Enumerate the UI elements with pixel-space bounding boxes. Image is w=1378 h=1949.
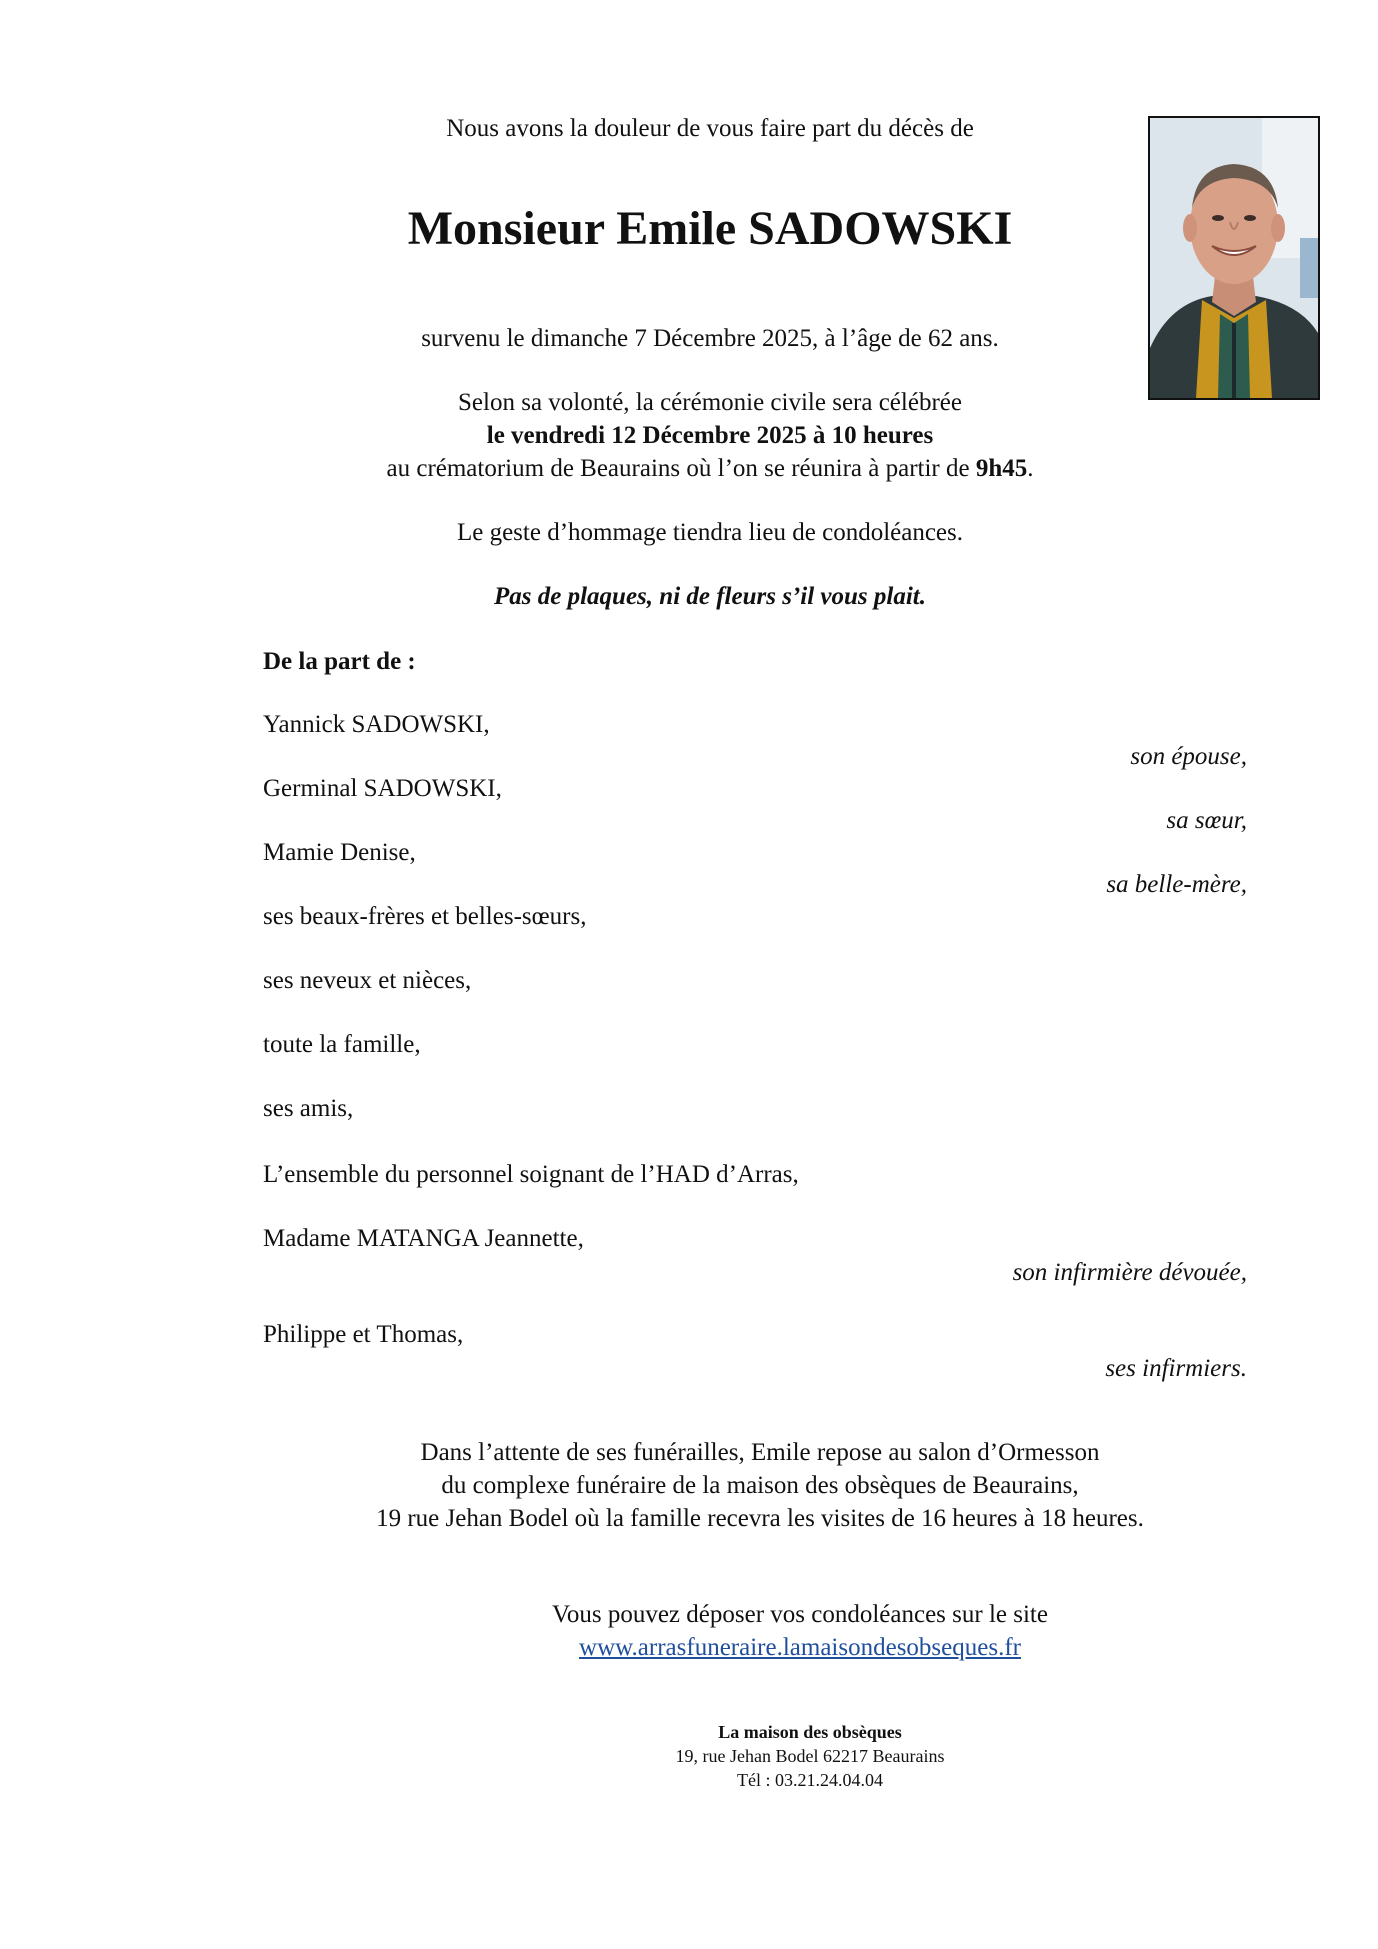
family-member-name: ses beaux-frères et belles-sœurs, bbox=[263, 903, 587, 930]
family-member-relation: sa belle-mère, bbox=[1106, 871, 1247, 898]
family-member-relation: ses infirmiers. bbox=[1105, 1355, 1247, 1382]
footer-address: 19, rue Jehan Bodel 62217 Beaurains bbox=[675, 1746, 945, 1766]
no-flowers-notice: Pas de plaques, ni de fleurs s’il vous plait. bbox=[494, 583, 926, 610]
family-member-name: Philippe et Thomas, bbox=[263, 1321, 464, 1348]
ceremony-line-1: Selon sa volonté, la cérémonie civile sera célébrée bbox=[458, 389, 962, 416]
ceremony-location: au crématorium de Beaurains où l’on se réunira à partir de bbox=[386, 455, 976, 482]
family-member-name: toute la famille, bbox=[263, 1031, 421, 1058]
portrait-photo bbox=[1148, 116, 1320, 400]
ceremony-date: le vendredi 12 Décembre 2025 à 10 heures bbox=[486, 422, 934, 449]
footer-phone: Tél : 03.21.24.04.04 bbox=[737, 1770, 883, 1790]
family-member-name: ses neveux et nièces, bbox=[263, 967, 472, 994]
ceremony-line-3 bbox=[250, 452, 1170, 485]
family-member-name: Mamie Denise, bbox=[263, 839, 416, 866]
repose-line-3: 19 rue Jehan Bodel où la famille recevra les visites de 16 heures à 18 heures. bbox=[376, 1505, 1144, 1532]
family-member-relation: son infirmière dévouée, bbox=[1012, 1259, 1247, 1286]
deceased-name: Monsieur Emile SADOWSKI bbox=[407, 202, 1013, 255]
family-member-name: Yannick SADOWSKI, bbox=[263, 711, 490, 738]
deceased-date-line: survenu le dimanche 7 Décembre 2025, à l’âge de 62 ans. bbox=[421, 325, 999, 352]
intro-text: Nous avons la douleur de vous faire part du décès de bbox=[446, 115, 974, 142]
condoleances-website-link[interactable]: www.arrasfuneraire.lamaisondesobseques.fr bbox=[579, 1634, 1021, 1661]
family-member-name: ses amis, bbox=[263, 1095, 354, 1122]
family-member-name: Madame MATANGA Jeannette, bbox=[263, 1225, 584, 1252]
family-member-relation: son épouse, bbox=[1130, 743, 1247, 770]
from-heading: De la part de : bbox=[263, 648, 416, 675]
footer-company: La maison des obsèques bbox=[718, 1722, 902, 1742]
ceremony-line-3-end: . bbox=[1027, 455, 1034, 482]
ceremony-gathering-time: 9h45 bbox=[975, 455, 1028, 482]
family-member-name: L’ensemble du personnel soignant de l’HAD d’Arras, bbox=[263, 1161, 799, 1188]
repose-line-2: du complexe funéraire de la maison des obsèques de Beaurains, bbox=[441, 1472, 1079, 1499]
hommage-text: Le geste d’hommage tiendra lieu de condoléances. bbox=[456, 519, 964, 546]
family-member-name: Germinal SADOWSKI, bbox=[263, 775, 502, 802]
family-member-relation: sa sœur, bbox=[1166, 807, 1247, 834]
repose-line-1: Dans l’attente de ses funérailles, Emile repose au salon d’Ormesson bbox=[420, 1439, 1100, 1466]
condoleances-text: Vous pouvez déposer vos condoléances sur le site bbox=[552, 1601, 1048, 1628]
